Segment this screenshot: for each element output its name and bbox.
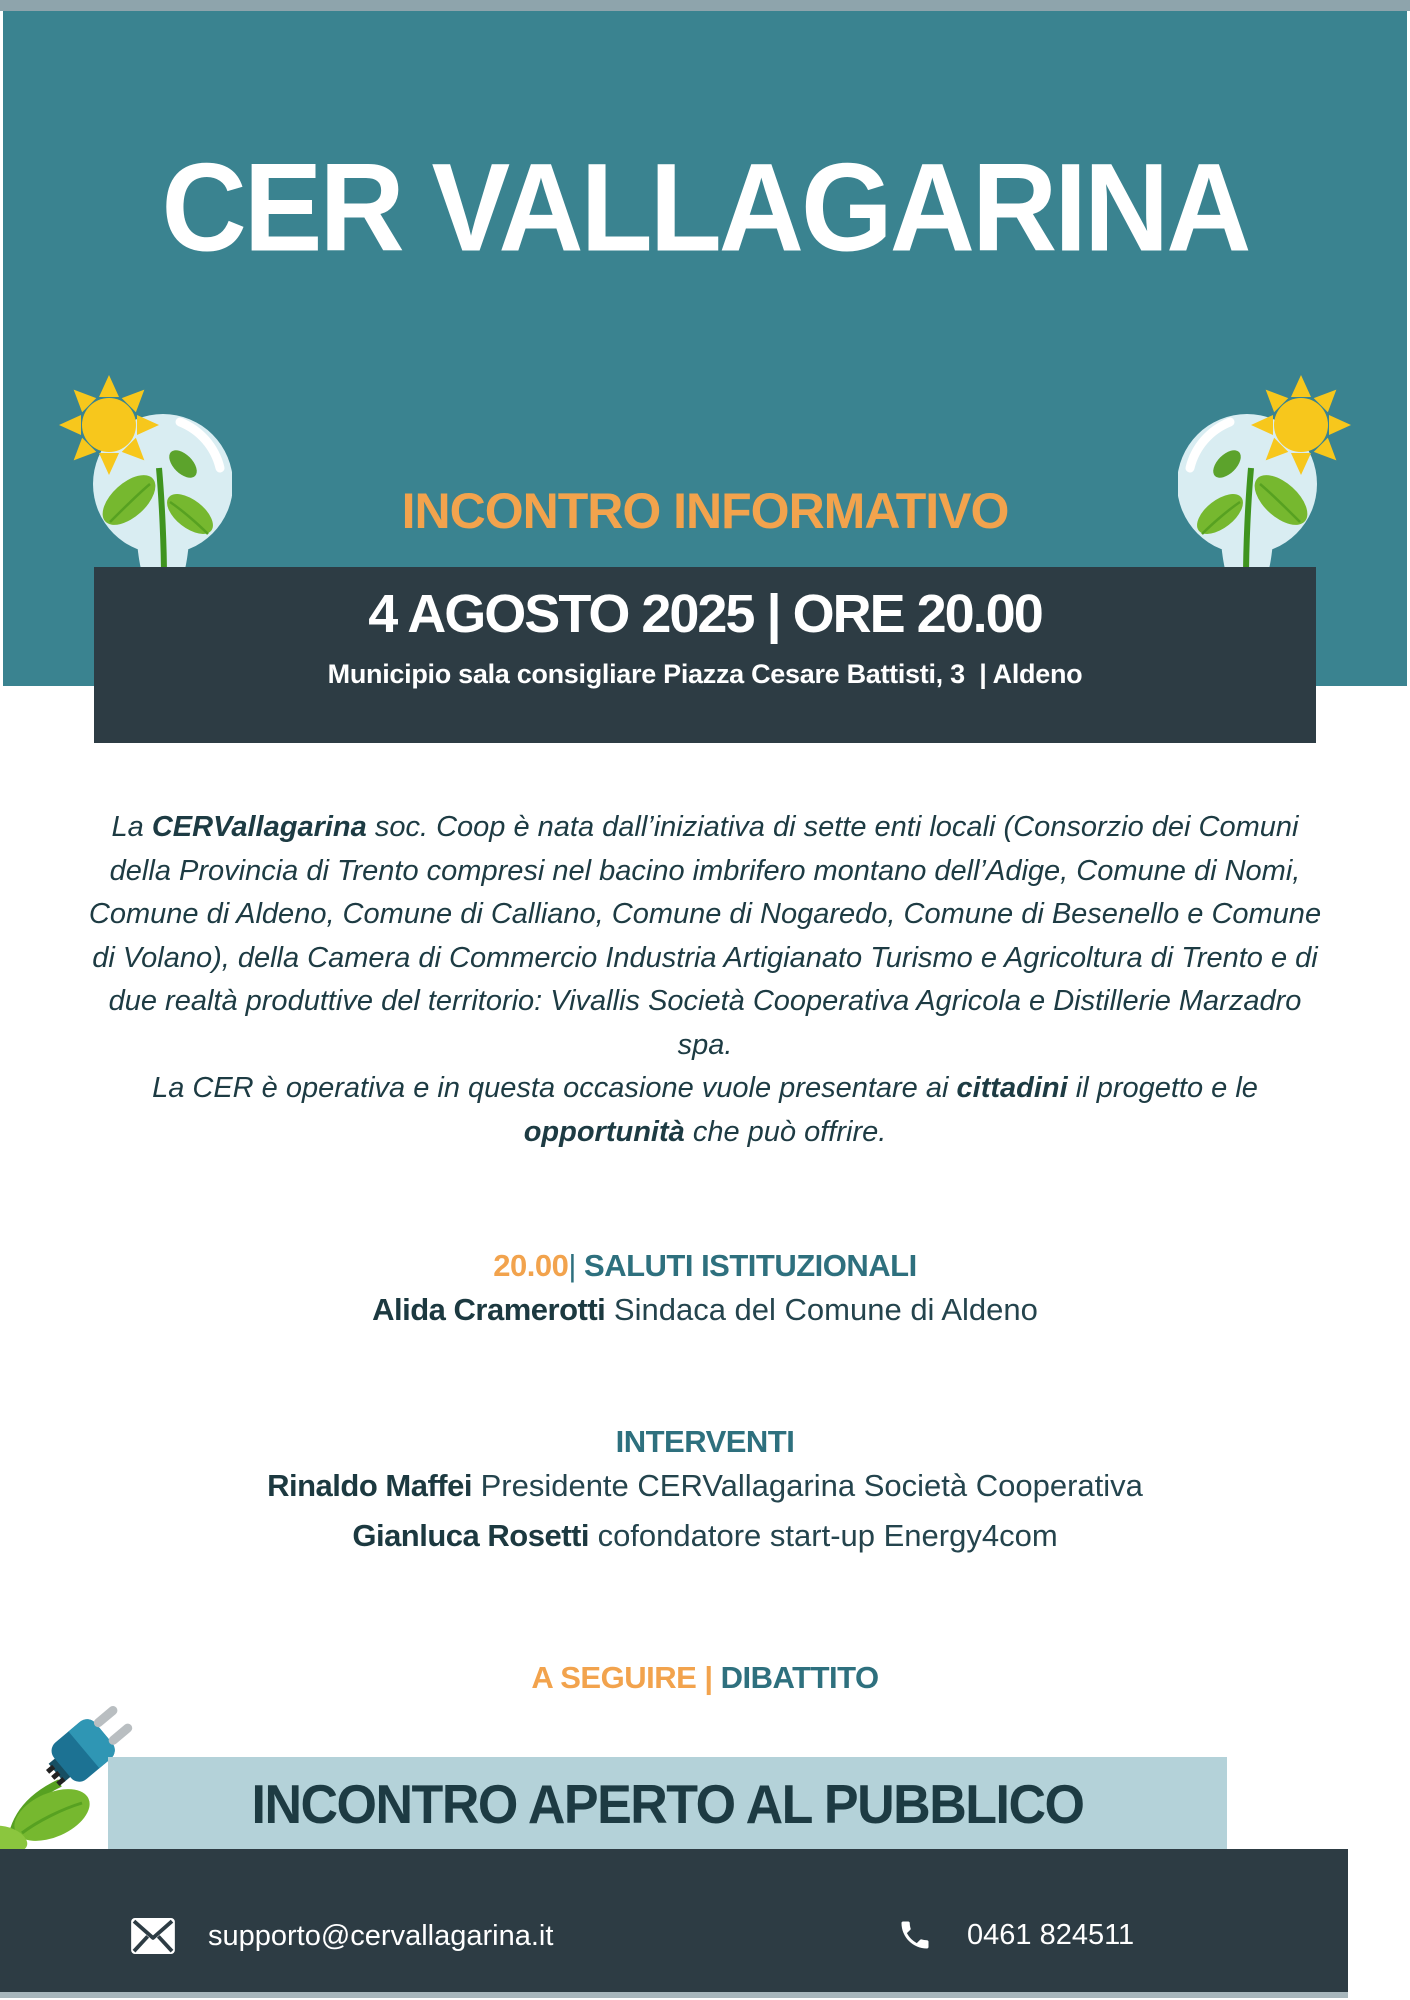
bottom-edge-strip [0, 1992, 1348, 1998]
event-date-band [94, 567, 1316, 743]
page-title [0, 138, 1410, 279]
speaker-role: Sindaca del Comune di Aldeno [605, 1292, 1038, 1327]
speaker-role: Presidente CERVallagarina Società Cooperativa [471, 1468, 1143, 1503]
program-time-separator: | [568, 1248, 585, 1283]
speaker-role: cofondatore start-up Energy4com [588, 1518, 1058, 1553]
sun-icon [59, 375, 159, 475]
footer-email-text: supporto@cervallagarina.it [208, 1919, 554, 1952]
speaker-line-rinaldo-maffei [0, 1468, 1410, 1504]
program-time: 20.00 [493, 1248, 569, 1283]
footer-phone [897, 1917, 1134, 1953]
event-venue: Municipio sala consigliare Piazza Cesare Battisti, 3 | Aldeno [327, 659, 1083, 689]
intro-part-1: La CERVallagarina soc. Coop è nata dall’iniziativa di sette enti locali (Consorzio dei Comuni della Provincia di Trento compresi nel bacino imbrifero montano dell’Adige, Comune di Nomi, Comune di Aldeno, Comune di Calliano, Comune di Nogaredo, Comune di Besenello e Comune di Volano), della Camera di Commercio Industria Artigianato Turismo e Agricoltura di Trento e di due realtà produttive del territorio: Vivallis Società Cooperativa Agricola e Distillerie Marzadro spa. [88, 811, 1322, 1061]
program-time-heading [0, 1248, 1410, 1284]
followup-a-seguire: A SEGUIRE | [531, 1660, 721, 1695]
speaker-line-gianluca-rosetti [0, 1518, 1410, 1554]
plant-stem-icon [0, 1779, 97, 1851]
interventi-heading: INTERVENTI [615, 1424, 795, 1459]
phone-icon [897, 1917, 933, 1953]
footer-email [130, 1917, 553, 1955]
speaker-name: Rinaldo Maffei [267, 1468, 472, 1503]
speaker-name: Gianluca Rosetti [352, 1518, 589, 1553]
speaker-name: Alida Cramerotti [372, 1292, 606, 1327]
speaker-line-alida-cramerotti [0, 1292, 1410, 1328]
email-icon [130, 1917, 176, 1955]
intro-part-2: La CER è operativa e in questa occasione vuole presentare ai cittadini il progetto e le opportunità che può offrire. [152, 1072, 1258, 1148]
footer-phone-text: 0461 824511 [967, 1918, 1135, 1951]
intro-paragraph [85, 806, 1325, 1154]
program-time-label: SALUTI ISTITUZIONALI [584, 1248, 917, 1283]
public-meeting-banner-label: INCONTRO APERTO AL PUBBLICO [251, 1774, 1084, 1835]
subtitle: INCONTRO INFORMATIVO [401, 483, 1009, 539]
sun-icon [1251, 375, 1351, 475]
page-title-text: CER VALLAGARINA [161, 138, 1249, 279]
followup-heading [0, 1660, 1410, 1696]
top-edge-strip [0, 0, 1410, 11]
followup-dibattito: DIBATTITO [720, 1660, 879, 1695]
event-date-time: 4 AGOSTO 2025 | ORE 20.00 [368, 584, 1042, 644]
public-meeting-banner [108, 1757, 1227, 1852]
footer-contact-bar [0, 1849, 1348, 1993]
